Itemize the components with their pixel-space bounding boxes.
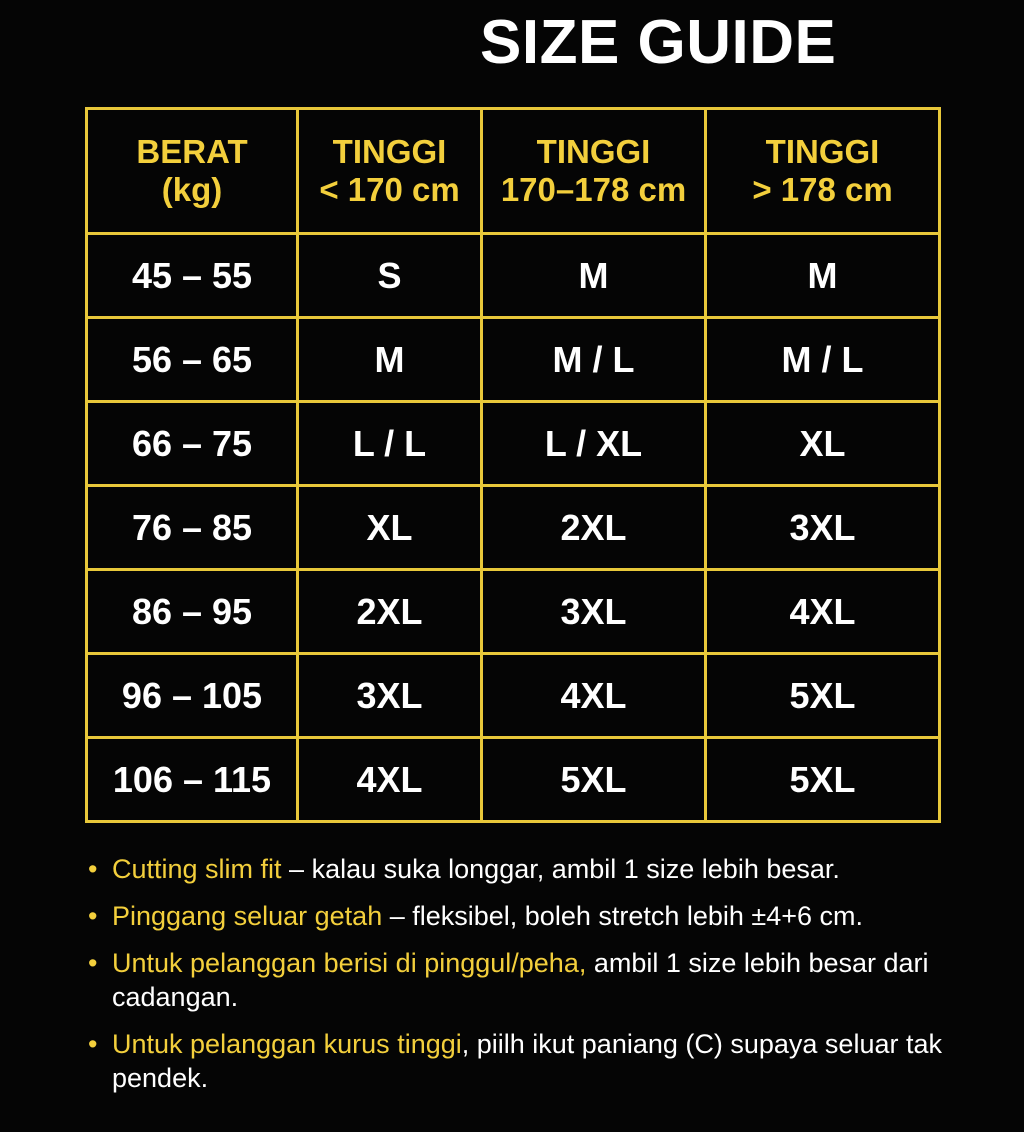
size-cell: L / L: [298, 402, 482, 486]
size-cell: M / L: [482, 318, 706, 402]
size-cell: XL: [298, 486, 482, 570]
weight-cell: 96 – 105: [87, 654, 298, 738]
size-cell: M: [482, 234, 706, 318]
table-row: [87, 654, 940, 738]
weight-cell: 45 – 55: [87, 234, 298, 318]
note-text: – fleksibel, boleh stretch lebih ±4+6 cm.: [382, 901, 864, 931]
size-cell: 2XL: [482, 486, 706, 570]
size-cell: M: [298, 318, 482, 402]
notes-list: [88, 852, 968, 1108]
bullet-icon: •: [88, 854, 98, 884]
size-cell: S: [298, 234, 482, 318]
list-item: [88, 946, 968, 1014]
header-label: BERAT: [136, 133, 248, 170]
table-row: [87, 570, 940, 654]
size-cell: 5XL: [706, 738, 940, 822]
header-label: TINGGI: [536, 133, 651, 170]
note-highlight: Untuk pelanggan kurus tinggi: [112, 1029, 462, 1059]
header-tinggi-medium: [482, 109, 706, 234]
list-item: [88, 852, 968, 886]
note-text: ambil 1 size lebih besar dari cadangan.: [112, 948, 929, 1012]
note-text: – kalau suka longgar, ambil 1 size lebih besar.: [281, 854, 840, 884]
weight-cell: 66 – 75: [87, 402, 298, 486]
size-cell: M: [706, 234, 940, 318]
list-item: [88, 1027, 968, 1095]
size-cell: L / XL: [482, 402, 706, 486]
bullet-icon: •: [88, 901, 98, 931]
table-row: [87, 318, 940, 402]
size-cell: XL: [706, 402, 940, 486]
bullet-icon: •: [88, 1029, 98, 1059]
note-text: , piilh ikut paniang (C) supaya seluar tak pendek.: [112, 1029, 942, 1093]
table-row: [87, 234, 940, 318]
note-highlight: Untuk pelanggan berisi di pinggul/peha,: [112, 948, 587, 978]
size-guide-table: [85, 107, 941, 823]
header-berat: [87, 109, 298, 234]
size-cell: 4XL: [706, 570, 940, 654]
table-row: [87, 486, 940, 570]
size-cell: 3XL: [298, 654, 482, 738]
weight-cell: 86 – 95: [87, 570, 298, 654]
size-cell: 5XL: [706, 654, 940, 738]
table-header-row: [87, 109, 940, 234]
size-cell: 5XL: [482, 738, 706, 822]
weight-cell: 56 – 65: [87, 318, 298, 402]
size-cell: M / L: [706, 318, 940, 402]
table-row: [87, 738, 940, 822]
header-unit: (kg): [161, 171, 223, 208]
size-cell: 4XL: [482, 654, 706, 738]
weight-cell: 106 – 115: [87, 738, 298, 822]
header-tinggi-tall: [706, 109, 940, 234]
header-range: > 178 cm: [752, 171, 893, 208]
header-range: < 170 cm: [319, 171, 460, 208]
size-cell: 3XL: [482, 570, 706, 654]
table-row: [87, 402, 940, 486]
header-label: TINGGI: [332, 133, 447, 170]
header-range: 170–178 cm: [500, 171, 687, 208]
bullet-icon: •: [88, 948, 98, 978]
list-item: [88, 899, 968, 933]
header-label: TINGGI: [765, 133, 880, 170]
size-cell: 3XL: [706, 486, 940, 570]
weight-cell: 76 – 85: [87, 486, 298, 570]
note-highlight: Cutting slim fit: [112, 854, 282, 884]
size-cell: 4XL: [298, 738, 482, 822]
page-title: SIZE GUIDE: [480, 8, 837, 77]
size-cell: 2XL: [298, 570, 482, 654]
header-tinggi-short: [298, 109, 482, 234]
note-highlight: Pinggang seluar getah: [112, 901, 383, 931]
